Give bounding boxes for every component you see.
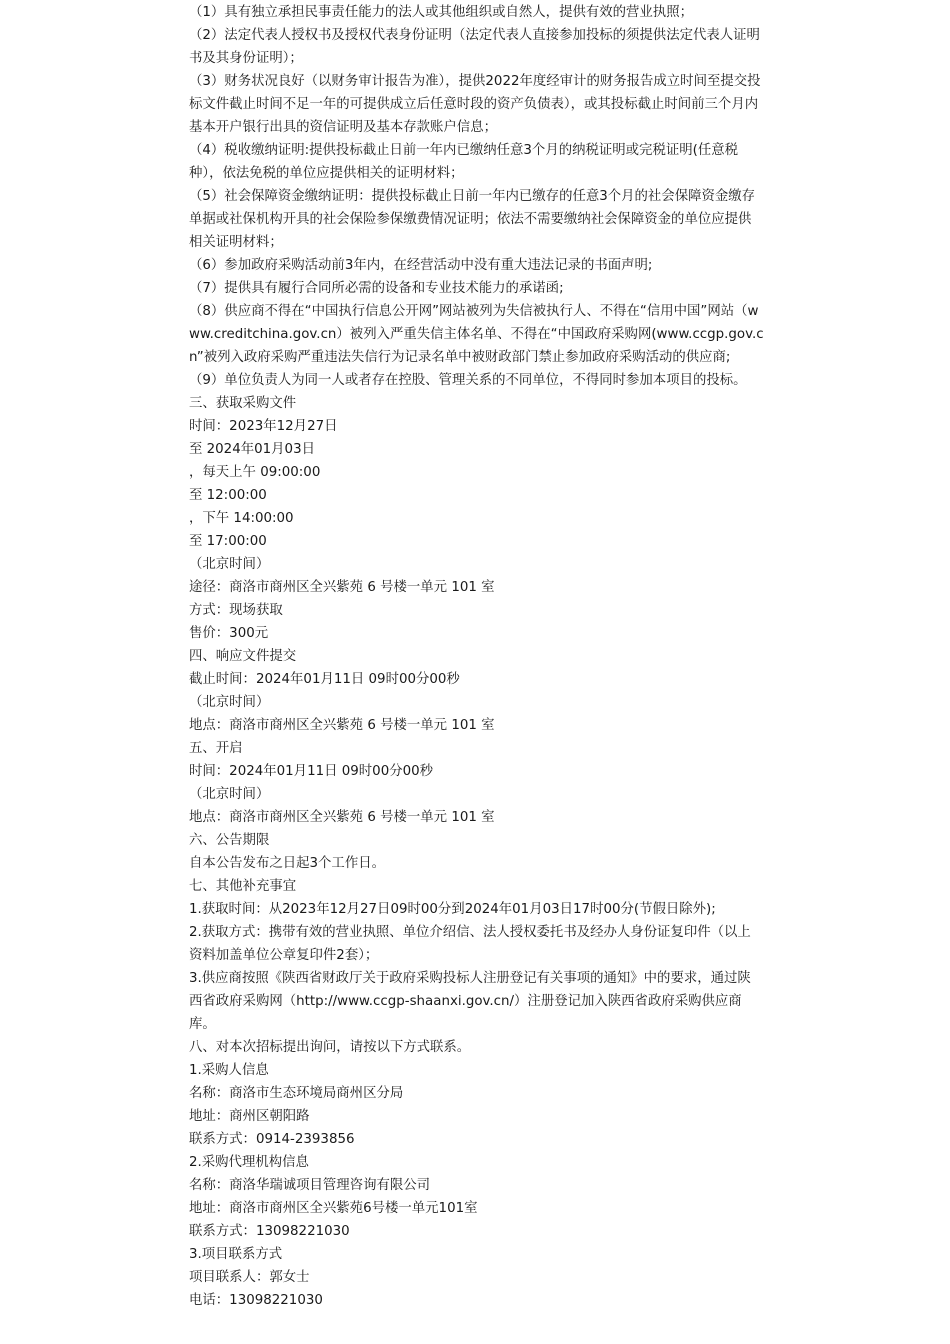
agency-name: 名称：商洛华瑞诚项目管理咨询有限公司 — [189, 1178, 431, 1193]
section-heading-opening: 五、开启 — [189, 741, 243, 756]
obtain-afternoon-end: 至 17:00:00 — [189, 534, 267, 549]
project-contact-phone: 电话：13098221030 — [189, 1293, 323, 1308]
submit-location: 地点：商洛市商州区全兴紫苑 6 号楼一单元 101 室 — [189, 718, 495, 733]
obtain-time-end: 至 2024年01月03日 — [189, 442, 315, 457]
obtain-afternoon-start: ，下午 14:00:00 — [189, 511, 294, 526]
submit-timezone: （北京时间） — [189, 695, 270, 710]
section-heading-contact: 八、对本次招标提出询问，请按以下方式联系。 — [189, 1040, 471, 1055]
section-heading-period: 六、公告期限 — [189, 833, 270, 848]
section-heading-submit: 四、响应文件提交 — [189, 649, 297, 664]
agency-heading: 2.采购代理机构信息 — [189, 1155, 309, 1170]
obtain-morning-end: 至 12:00:00 — [189, 488, 267, 503]
qualification-5: （5）社会保障资金缴纳证明：提供投标截止日前一年内已缴存的任意3个月的社会保障资金缴存单据或社保机构开具的社会保险参保缴费情况证明；依法不需要缴纳社会保障资金的单位应提供相关证明材料； — [189, 189, 756, 250]
purchaser-address: 地址：商州区朝阳路 — [189, 1109, 310, 1124]
qualification-4: （4）税收缴纳证明:提供投标截止日前一年内已缴纳任意3个月的纳税证明或完税证明(任意税种），依法免税的单位应提供相关的证明材料； — [189, 143, 739, 181]
obtain-route: 途径：商洛市商州区全兴紫苑 6 号楼一单元 101 室 — [189, 580, 495, 595]
section-heading-supplementary: 七、其他补充事宜 — [189, 879, 297, 894]
section-heading-obtain: 三、获取采购文件 — [189, 396, 297, 411]
project-contact-heading: 3.项目联系方式 — [189, 1247, 283, 1262]
obtain-price: 售价：300元 — [189, 626, 269, 641]
announcement-period: 自本公告发布之日起3个工作日。 — [189, 856, 385, 871]
obtain-timezone: （北京时间） — [189, 557, 270, 572]
opening-timezone: （北京时间） — [189, 787, 270, 802]
project-contact-person: 项目联系人：郭女士 — [189, 1270, 310, 1285]
purchaser-heading: 1.采购人信息 — [189, 1063, 269, 1078]
qualification-8: （8）供应商不得在“中国执行信息公开网”网站被列为失信被执行人、不得在“信用中国”网站（www.creditchina.gov.cn）被列入严重失信主体名单、不得在“中国政府采购网(www.ccgp.gov.cn”被列入政府采购严重违法失信行为记录名单中被财政部门禁止参加政府采购活动的供应商; — [189, 304, 764, 365]
obtain-time-start: 时间：2023年12月27日 — [189, 419, 338, 434]
obtain-morning-start: ，每天上午 09:00:00 — [189, 465, 321, 480]
opening-time: 时间：2024年01月11日 09时00分00秒 — [189, 764, 434, 779]
purchaser-phone: 联系方式：0914-2393856 — [189, 1132, 355, 1147]
purchaser-name: 名称：商洛市生态环境局商州区分局 — [189, 1086, 404, 1101]
obtain-method: 方式：现场获取 — [189, 603, 283, 618]
qualification-2: （2）法定代表人授权书及授权代表身份证明（法定代表人直接参加投标的须提供法定代表人证明书及其身份证明）； — [189, 28, 760, 66]
supplementary-1: 1.获取时间：从2023年12月27日09时00分到2024年01月03日17时00分(节假日除外); — [189, 902, 716, 917]
qualification-7: （7）提供具有履行合同所必需的设备和专业技术能力的承诺函; — [189, 281, 564, 296]
agency-phone: 联系方式：13098221030 — [189, 1224, 350, 1239]
qualification-1: （1）具有独立承担民事责任能力的法人或其他组织或自然人，提供有效的营业执照； — [189, 5, 693, 20]
supplementary-3: 3.供应商按照《陕西省财政厅关于政府采购投标人注册登记有关事项的通知》中的要求，通过陕西省政府采购网（http://www.ccgp-shaanxi.gov.cn/）注册登记加入陕西省政府采购供应商库。 — [189, 971, 751, 1032]
supplementary-2: 2.获取方式：携带有效的营业执照、单位介绍信、法人授权委托书及经办人身份证复印件（以上资料加盖单位公章复印件2套）； — [189, 925, 751, 963]
agency-address: 地址：商洛市商州区全兴紫苑6号楼一单元101室 — [189, 1201, 478, 1216]
qualification-3: （3）财务状况良好（以财务审计报告为准），提供2022年度经审计的财务报告成立时间至提交投标文件截止时间不足一年的可提供成立后任意时段的资产负债表），或其投标截止时间前三个月内基本开户银行出具的资信证明及基本存款账户信息； — [189, 74, 761, 135]
qualification-9: （9）单位负责人为同一人或者存在控股、管理关系的不同单位，不得同时参加本项目的投标。 — [189, 373, 747, 388]
qualification-6: （6）参加政府采购活动前3年内，在经营活动中没有重大违法记录的书面声明; — [189, 258, 653, 273]
opening-location: 地点：商洛市商州区全兴紫苑 6 号楼一单元 101 室 — [189, 810, 495, 825]
submit-deadline: 截止时间：2024年01月11日 09时00分00秒 — [189, 672, 460, 687]
document-body — [189, 1, 764, 1312]
